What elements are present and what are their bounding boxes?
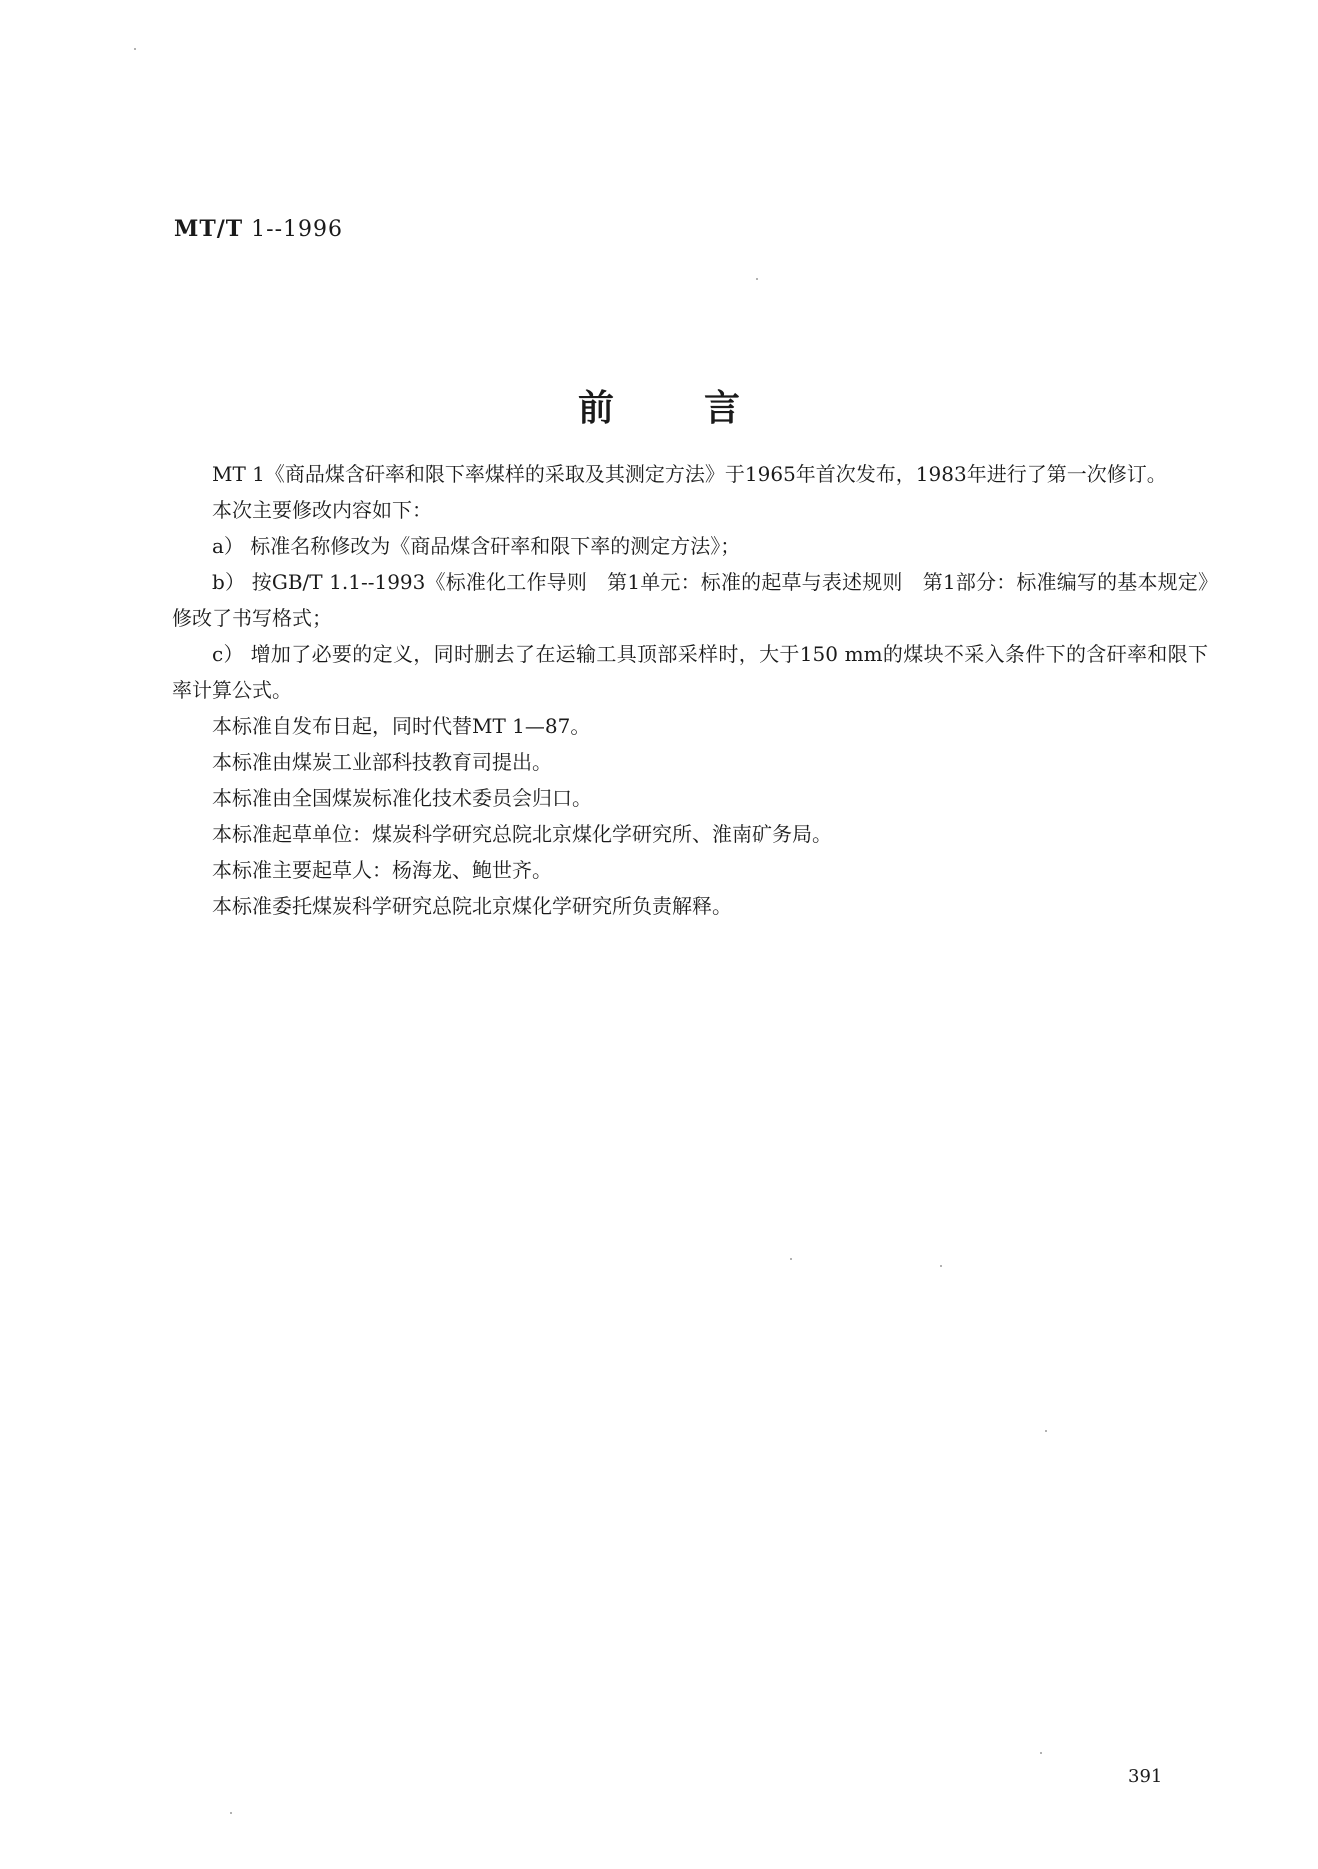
standard-code-number: 1--1996	[251, 217, 343, 242]
scan-speck	[756, 278, 758, 280]
paragraph-drafters: 本标准主要起草人：杨海龙、鲍世齐。	[212, 858, 552, 882]
paragraph-interpretation: 本标准委托煤炭科学研究总院北京煤化学研究所负责解释。	[212, 894, 732, 918]
paragraph-history: MT 1《商品煤含矸率和限下率煤样的采取及其测定方法》于1965年首次发布，1983年进行了第一次修订。	[212, 462, 1167, 486]
scan-speck	[790, 1258, 792, 1260]
foreword-body	[172, 456, 1208, 924]
paragraph-centralized-by: 本标准由全国煤炭标准化技术委员会归口。	[212, 786, 592, 810]
standard-code	[174, 216, 343, 242]
scan-speck	[1045, 1430, 1047, 1432]
paragraph-drafting-units: 本标准起草单位：煤炭科学研究总院北京煤化学研究所、淮南矿务局。	[212, 822, 832, 846]
list-item-b: b） 按GB/T 1.1--1993《标准化工作导则 第1单元：标准的起草与表述规则 第1部分：标准编写的基本规定》修改了书写格式；	[172, 570, 1208, 630]
scan-speck	[134, 48, 136, 50]
list-item-a: a） 标准名称修改为《商品煤含矸率和限下率的测定方法》；	[212, 534, 741, 558]
standard-code-prefix: MT/T	[174, 216, 244, 242]
paragraph-changes-intro: 本次主要修改内容如下：	[212, 498, 432, 522]
paragraph-proposed-by: 本标准由煤炭工业部科技教育司提出。	[212, 750, 552, 774]
list-item-c: c） 增加了必要的定义，同时删去了在运输工具顶部采样时，大于150 mm的煤块不采入条件下的含矸率和限下率计算公式。	[172, 642, 1208, 702]
page-title: 前言	[577, 387, 830, 429]
scan-speck	[940, 1265, 942, 1267]
scan-speck	[1040, 1752, 1042, 1754]
paragraph-replaces: 本标准自发布日起，同时代替MT 1—87。	[212, 714, 591, 738]
scan-speck	[230, 1812, 232, 1814]
page-number: 391	[1128, 1766, 1163, 1787]
